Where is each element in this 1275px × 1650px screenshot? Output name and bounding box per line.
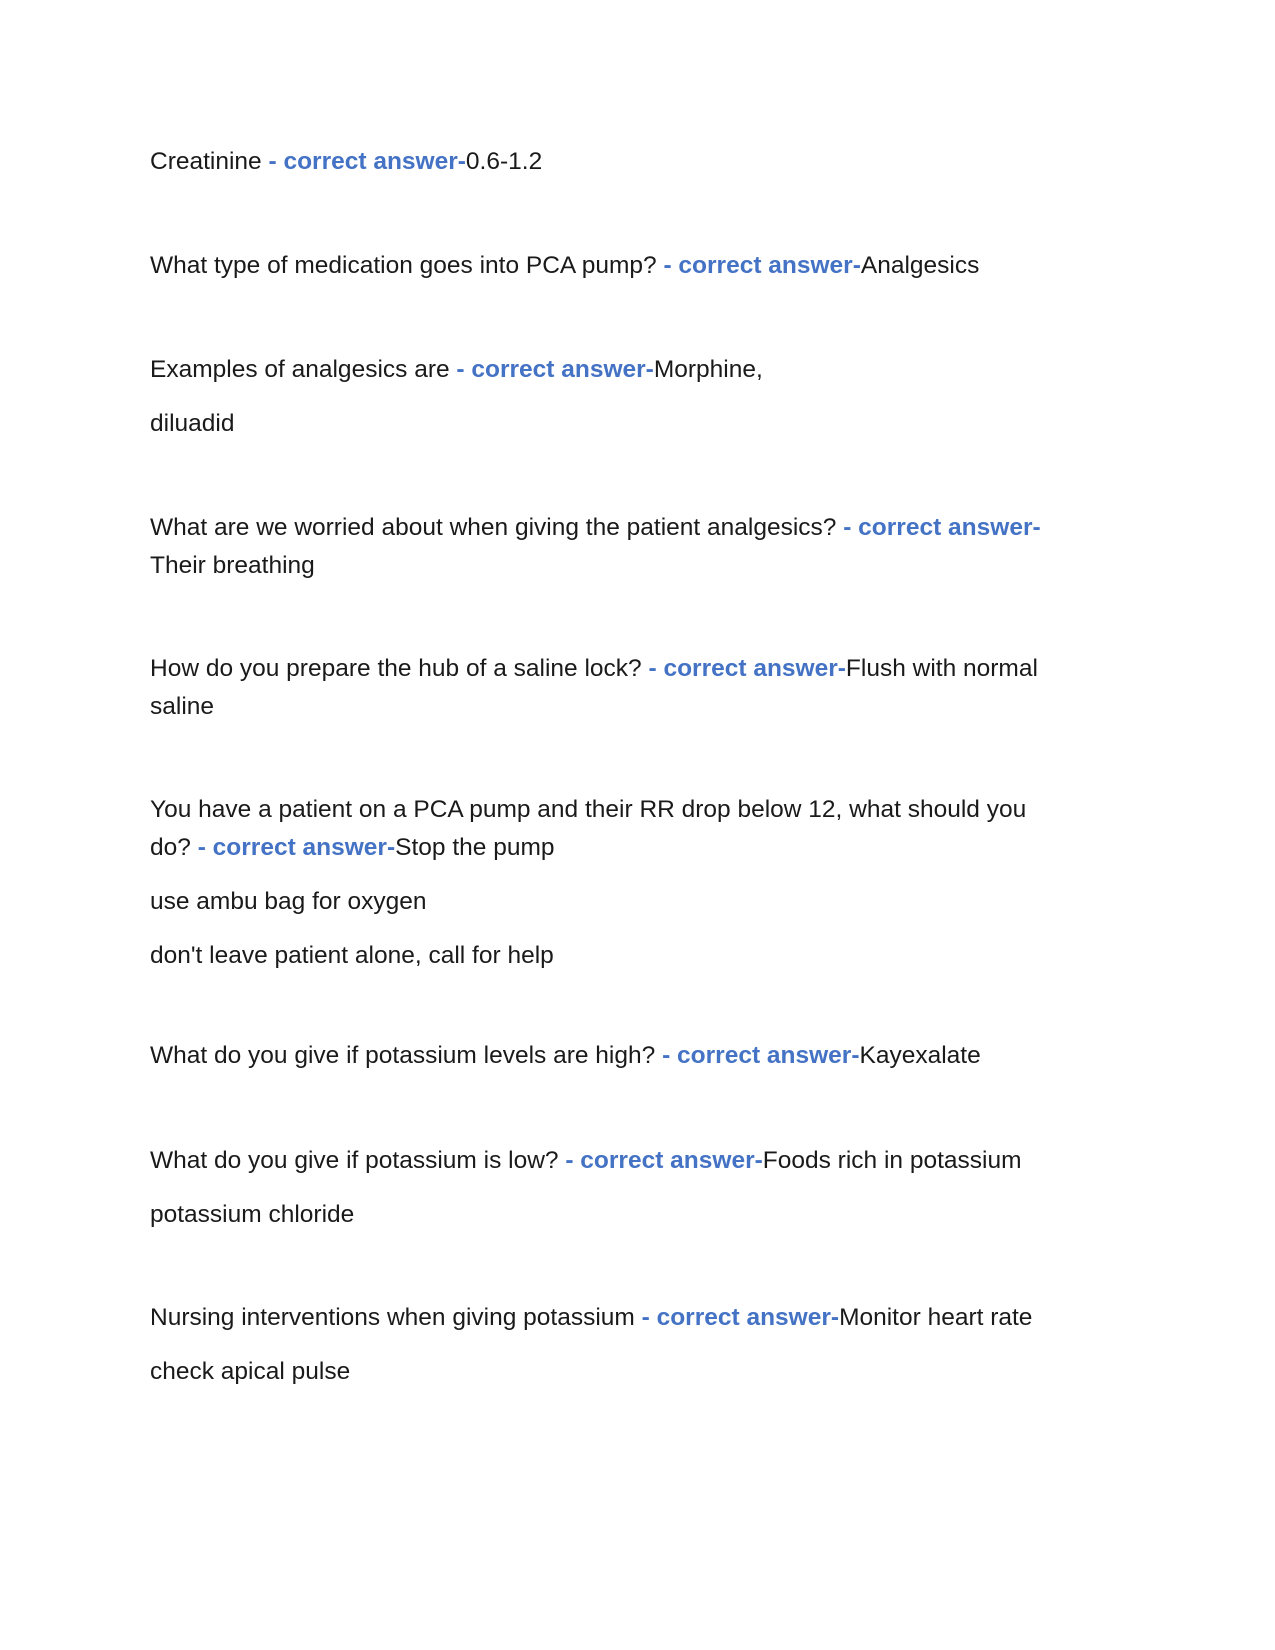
question-text: What do you give if potassium is low? [150, 1147, 566, 1174]
question-text: Creatinine [150, 148, 269, 175]
question-text: Examples of analgesics are [150, 356, 457, 383]
question-text-continued: do? [150, 834, 198, 861]
answer-text: 0.6-1.2 [465, 148, 543, 175]
qa-item-analgesic-worry [150, 509, 1130, 585]
qa-item-potassium-nursing [150, 1299, 1130, 1391]
answer-separator: - correct answer- [197, 834, 396, 861]
qa-item-potassium-high [150, 1037, 1130, 1075]
qa-line [150, 650, 1130, 688]
answer-separator: - correct answer- [662, 1042, 860, 1069]
qa-item-pca-medication [150, 247, 1130, 285]
qa-line [150, 1142, 1130, 1180]
answer-text: Stop the pump [395, 834, 555, 861]
qa-line [150, 351, 1130, 389]
qa-line [150, 1037, 1130, 1075]
answer-extra-line: check apical pulse [150, 1358, 351, 1385]
answer-separator: - correct answer- [268, 148, 466, 175]
qa-line [150, 247, 1130, 285]
question-text: Nursing interventions when giving potassium [150, 1304, 642, 1331]
answer-text: Kayexalate [859, 1042, 981, 1069]
question-text: What do you give if potassium levels are high? [150, 1042, 663, 1069]
answer-text: Morphine, [653, 356, 763, 383]
answer-separator: - correct answer- [648, 655, 846, 682]
question-text: How do you prepare the hub of a saline lock? [150, 655, 649, 682]
question-text: You have a patient on a PCA pump and their RR drop below 12, what should you [150, 796, 1027, 823]
answer-text: Analgesics [860, 252, 980, 279]
answer-separator: - correct answer- [663, 252, 861, 279]
qa-line [150, 1299, 1130, 1337]
question-text: What type of medication goes into PCA pump? [150, 252, 664, 279]
answer-text: Flush with normal [845, 655, 1038, 682]
answer-extra-line: potassium chloride [150, 1201, 355, 1228]
answer-text-continued: saline [150, 693, 215, 720]
qa-line [150, 143, 1130, 181]
answer-separator: - correct answer- [843, 514, 1041, 541]
answer-text: Foods rich in potassium [762, 1147, 1022, 1174]
answer-extra-line: don't leave patient alone, call for help [150, 942, 554, 969]
answer-separator: - correct answer- [641, 1304, 840, 1331]
qa-line [150, 509, 1130, 547]
answer-text: Monitor heart rate [839, 1304, 1033, 1331]
answer-extra-line: diluadid [150, 410, 235, 437]
qa-line [150, 829, 1130, 867]
answer-text: Their breathing [150, 552, 315, 579]
answer-extra-line: use ambu bag for oxygen [150, 888, 427, 915]
answer-separator: - correct answer- [456, 356, 654, 383]
qa-item-saline-lock [150, 650, 1130, 726]
qa-item-creatinine [150, 143, 1130, 181]
qa-item-potassium-low [150, 1142, 1130, 1234]
answer-separator: - correct answer- [565, 1147, 763, 1174]
qa-item-analgesic-examples [150, 351, 1130, 443]
question-text: What are we worried about when giving the patient analgesics? [150, 514, 844, 541]
qa-item-pca-rr-drop [150, 791, 1130, 975]
